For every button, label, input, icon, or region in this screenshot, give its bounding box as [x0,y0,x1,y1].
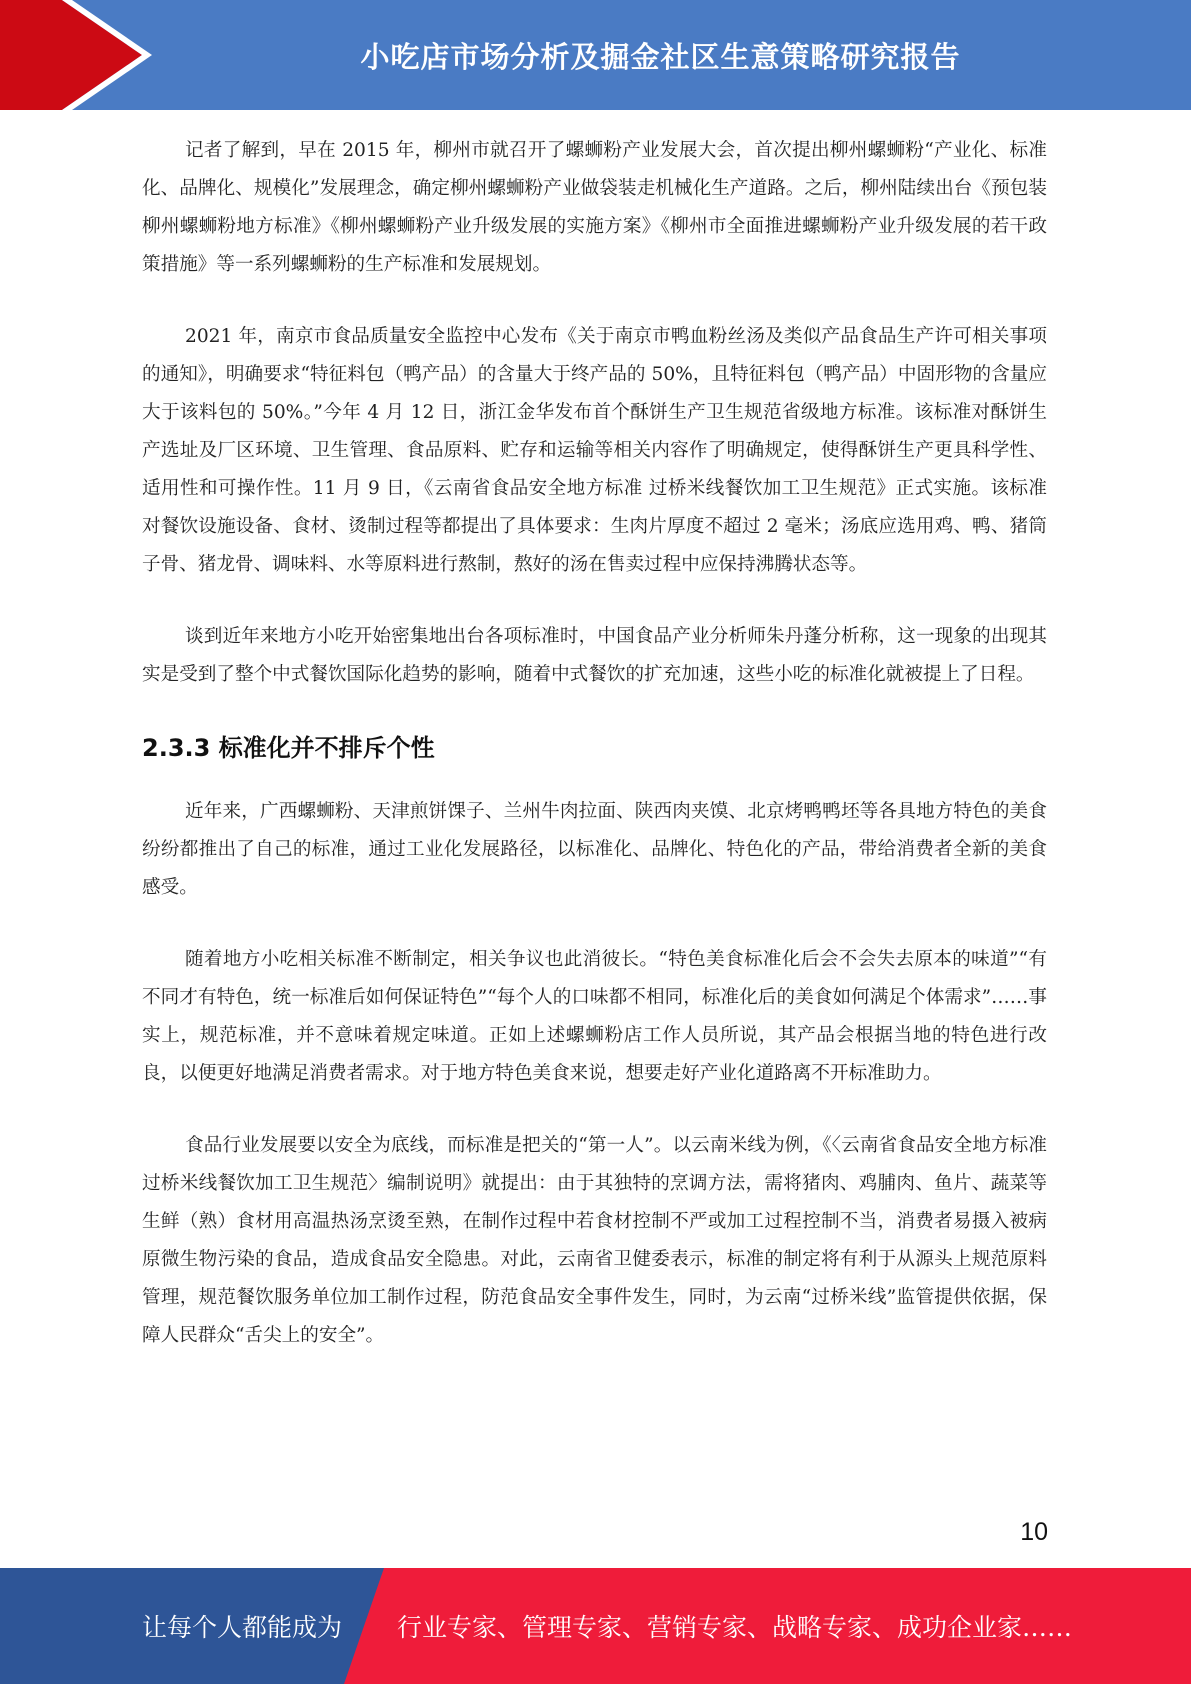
main-content [142,132,1047,1389]
paragraph-analyst-comment: 谈到近年来地方小吃开始密集地出台各项标准时，中国食品产业分析师朱丹蓬分析称，这一现象的出现其实是受到了整个中式餐饮国际化趋势的影响，随着中式餐饮的扩充加速，这些小吃的标准化就被提上了日程。 [142,626,1047,685]
report-title: 小吃店市场分析及掘金社区生意策略研究报告 [360,39,961,74]
page-number: 10 [1020,1518,1048,1546]
footer-slogan-right: 行业专家、管理专家、营销专家、战略专家、成功企业家…… [397,1613,1073,1642]
section-heading: 2.3.3 标准化并不排斥个性 [142,734,435,762]
footer-slogan-left: 让每个人都能成为 [142,1613,343,1642]
paragraph-standardization-debate: 随着地方小吃相关标准不断制定，相关争议也此消彼长。“特色美食标准化后会不会失去原本的味道”“有不同才有特色，统一标准后如何保证特色”“每个人的口味都不相同，标准化后的美食如何满足个体需求”……事实上，规范标准，并不意味着规定味道。正如上述螺蛳粉店工作人员所说，其产品会根据当地的特色进行改良，以便更好地满足消费者需求。对于地方特色美食来说，想要走好产业化道路离不开标准助力。 [142,949,1047,1084]
paragraph-luosifen-standards: 记者了解到，早在 2015 年，柳州市就召开了螺蛳粉产业发展大会，首次提出柳州螺蛳粉“产业化、标准化、品牌化、规模化”发展理念，确定柳州螺蛳粉产业做袋装走机械化生产道路。之后，柳州陆续出台《预包装柳州螺蛳粉地方标准》《柳州螺蛳粉产业升级发展的实施方案》《柳州市全面推进螺蛳粉产业升级发展的若干政策措施》等一系列螺蛳粉的生产标准和发展规划。 [142,140,1047,275]
paragraph-food-safety: 食品行业发展要以安全为底线，而标准是把关的“第一人”。以云南米线为例，《〈云南省食品安全地方标准 过桥米线餐饮加工卫生规范〉编制说明》就提出：由于其独特的烹调方法，需将猪肉、鸡脯肉、鱼片、蔬菜等生鲜（熟）食材用高温热汤烹烫至熟，在制作过程中若食材控制不严或加工过程控制不当，消费者易摄入被病原微生物污染的食品，造成食品安全隐患。对此，云南省卫健委表示，标准的制定将有利于从源头上规范原料管理，规范餐饮服务单位加工制作过程，防范食品安全事件发生，同时，为云南“过桥米线”监管提供依据，保障人民群众“舌尖上的安全”。 [142,1135,1047,1346]
page-footer [0,1568,1191,1684]
paragraph-regional-standards: 2021 年，南京市食品质量安全监控中心发布《关于南京市鸭血粉丝汤及类似产品食品生产许可相关事项的通知》，明确要求“特征料包（鸭产品）的含量大于终产品的 50%，且特征料包（鸭产品）中固形物的含量应大于该料包的 50%。”今年 4 月 12 日，浙江金华发布首个酥饼生产卫生规范省级地方标准。该标准对酥饼生产选址及厂区环境、卫生管理、食品原料、贮存和运输等相关内容作了明确规定，使得酥饼生产更具科学性、适用性和可操作性。11 月 9 日，《云南省食品安全地方标准 过桥米线餐饮加工卫生规范》正式实施。该标准对餐饮设施设备、食材、烫制过程等都提出了具体要求：生肉片厚度不超过 2 毫米；汤底应选用鸡、鸭、猪筒子骨、猪龙骨、调味料、水等原料进行熬制，熬好的汤在售卖过程中应保持沸腾状态等。 [142,326,1047,575]
page-header [0,0,1191,110]
paragraph-local-snacks: 近年来，广西螺蛳粉、天津煎饼馃子、兰州牛肉拉面、陕西肉夹馍、北京烤鸭鸭坯等各具地方特色的美食纷纷都推出了自己的标准，通过工业化发展路径，以标准化、品牌化、特色化的产品，带给消费者全新的美食感受。 [142,801,1047,898]
